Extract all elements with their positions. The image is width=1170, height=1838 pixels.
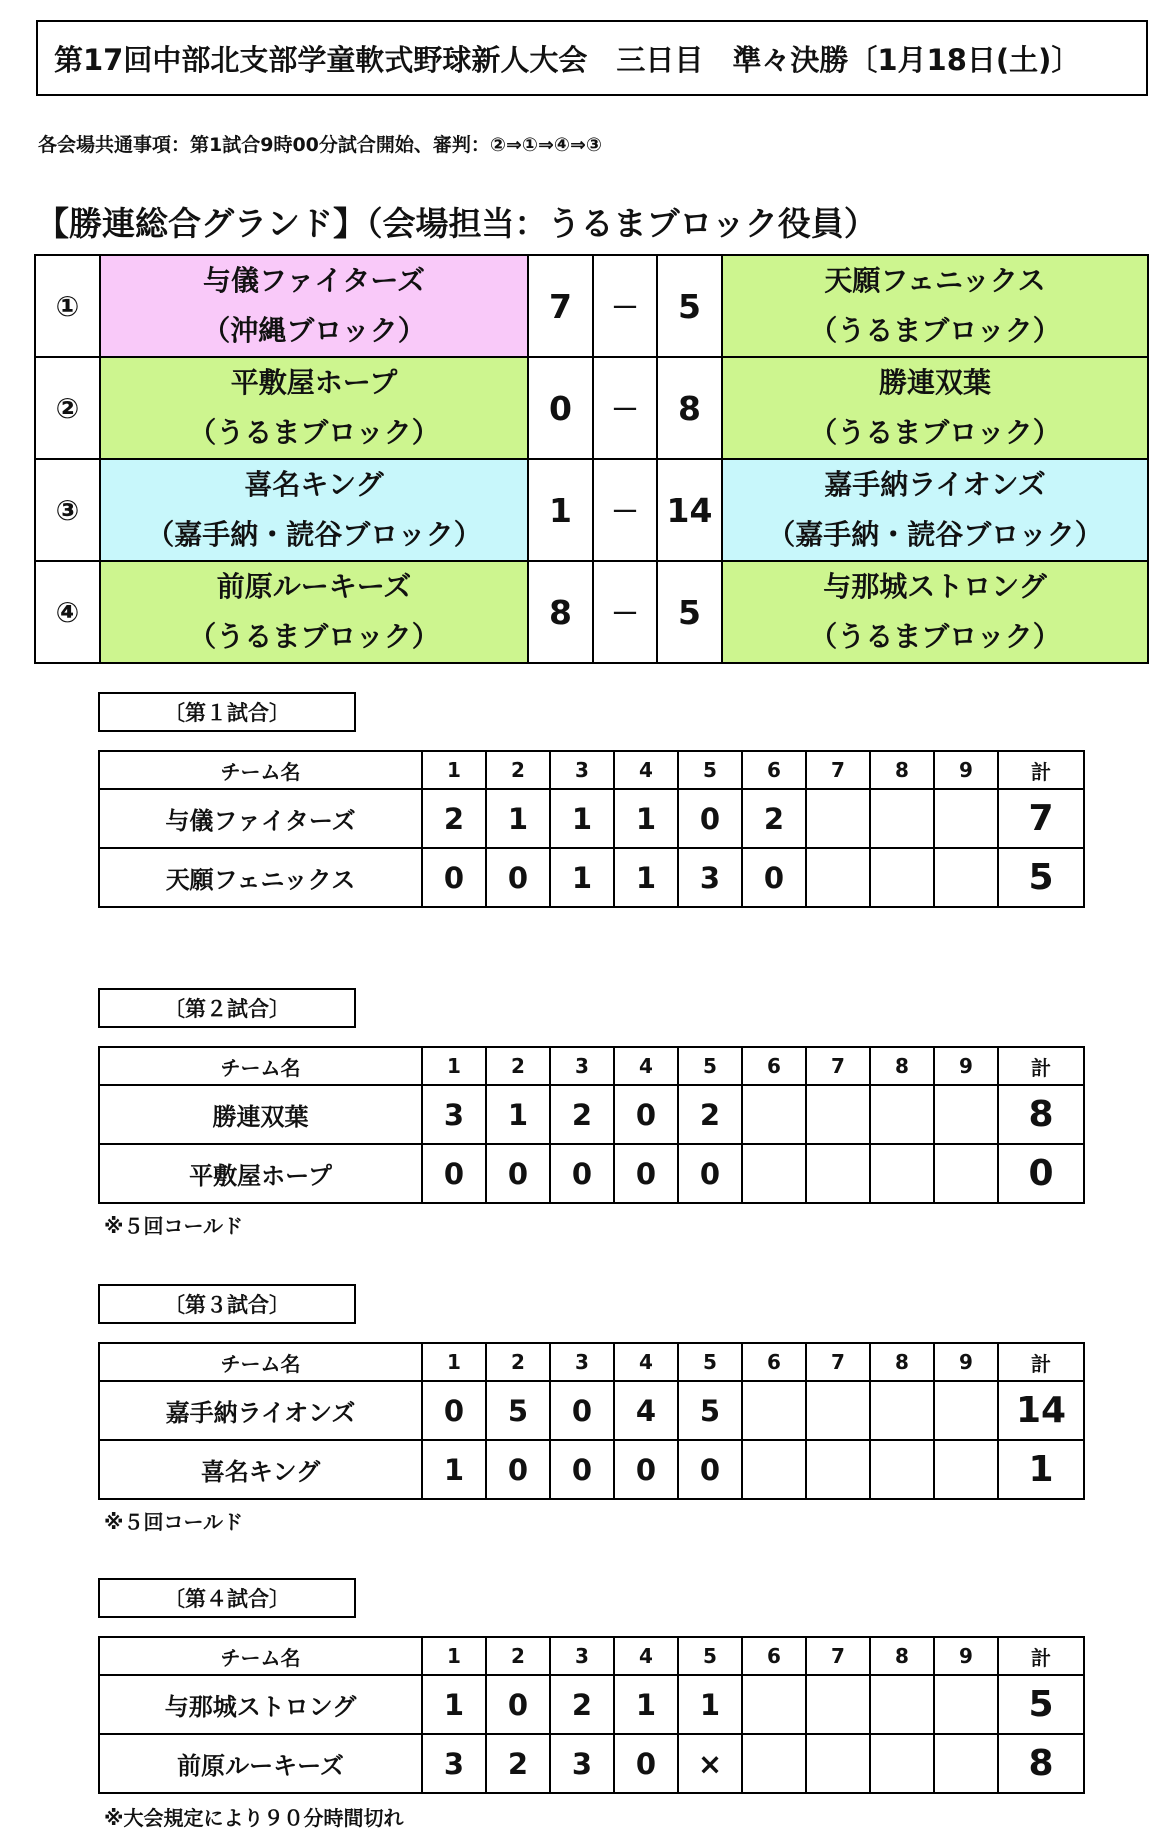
inning-header: 8 [870, 1343, 934, 1381]
inning-header: 2 [486, 1343, 550, 1381]
inning-score [934, 1381, 998, 1440]
team-header: チーム名 [99, 1637, 422, 1675]
inning-score [742, 1144, 806, 1203]
matchup-number: ① [35, 255, 100, 357]
inning-header: 7 [806, 1047, 870, 1085]
game-1-label: 〔第１試合〕 [98, 692, 356, 732]
inning-score: 1 [486, 1085, 550, 1144]
left-score: 1 [528, 459, 593, 561]
inning-score: 0 [614, 1144, 678, 1203]
inning-header: 5 [678, 1343, 742, 1381]
team-name-cell: 喜名キング [99, 1440, 422, 1499]
inning-score: 0 [422, 848, 486, 907]
inning-header: 6 [742, 1343, 806, 1381]
game-4-note: ※大会規定により９０分時間切れ [104, 1806, 404, 1830]
total-score: 5 [998, 848, 1084, 907]
scoreboard-header [99, 1047, 1084, 1085]
inning-score [806, 1675, 870, 1734]
left-score: 0 [528, 357, 593, 459]
inning-score: 0 [486, 1440, 550, 1499]
inning-score [870, 1440, 934, 1499]
team-block: （嘉手納・読谷ブロック） [146, 518, 482, 551]
left-team [100, 561, 528, 663]
inning-header: 4 [614, 1343, 678, 1381]
inning-score: 2 [678, 1085, 742, 1144]
team-name: 与那城ストロング [823, 570, 1047, 603]
inning-score: 2 [742, 789, 806, 848]
right-score: 5 [657, 561, 722, 663]
inning-score: 1 [422, 1440, 486, 1499]
inning-header: 8 [870, 1047, 934, 1085]
inning-score: 0 [550, 1381, 614, 1440]
team-header: チーム名 [99, 1343, 422, 1381]
inning-score [742, 1675, 806, 1734]
common-note: 各会場共通事項：第1試合9時00分試合開始、審判：②⇒①⇒④⇒③ [38, 134, 602, 156]
team-name-cell: 平敷屋ホープ [99, 1144, 422, 1203]
matchup-number: ④ [35, 561, 100, 663]
inning-score: 3 [550, 1734, 614, 1793]
inning-score [870, 789, 934, 848]
inning-header: 1 [422, 1047, 486, 1085]
inning-score [934, 1675, 998, 1734]
inning-score: 0 [742, 848, 806, 907]
game-2-label: 〔第２試合〕 [98, 988, 356, 1028]
team-block: （うるまブロック） [809, 620, 1061, 653]
inning-score [806, 789, 870, 848]
table-row [99, 1144, 1084, 1203]
inning-header: 4 [614, 751, 678, 789]
left-score: 8 [528, 561, 593, 663]
inning-score [870, 1144, 934, 1203]
inning-header: 1 [422, 751, 486, 789]
team-block: （うるまブロック） [809, 314, 1061, 347]
inning-score: 1 [422, 1675, 486, 1734]
game-3-note: ※５回コールド [104, 1510, 244, 1534]
inning-score: 0 [422, 1144, 486, 1203]
inning-score: 2 [422, 789, 486, 848]
total-header: 計 [998, 1047, 1084, 1085]
game-2-scoreboard [98, 1046, 1085, 1204]
team-header: チーム名 [99, 751, 422, 789]
inning-header: 9 [934, 751, 998, 789]
right-team [722, 561, 1148, 663]
inning-header: 3 [550, 1637, 614, 1675]
table-row [99, 1440, 1084, 1499]
inning-score [870, 848, 934, 907]
inning-score: 0 [486, 1675, 550, 1734]
inning-score: 0 [614, 1734, 678, 1793]
inning-score [742, 1085, 806, 1144]
inning-score: 1 [678, 1675, 742, 1734]
inning-score [806, 1440, 870, 1499]
inning-score [934, 789, 998, 848]
team-name-cell: 与那城ストロング [99, 1675, 422, 1734]
inning-header: 7 [806, 1343, 870, 1381]
inning-header: 1 [422, 1343, 486, 1381]
team-block: （うるまブロック） [188, 620, 440, 653]
team-name: 平敷屋ホープ [230, 366, 398, 399]
team-header: チーム名 [99, 1047, 422, 1085]
team-name-cell: 前原ルーキーズ [99, 1734, 422, 1793]
left-team [100, 459, 528, 561]
inning-header: 3 [550, 1047, 614, 1085]
inning-score [934, 1734, 998, 1793]
inning-score: 3 [422, 1734, 486, 1793]
inning-score: 0 [550, 1144, 614, 1203]
inning-score [742, 1440, 806, 1499]
inning-score [934, 1440, 998, 1499]
inning-score [870, 1734, 934, 1793]
game-4-scoreboard [98, 1636, 1085, 1794]
right-team [722, 459, 1148, 561]
inning-header: 5 [678, 751, 742, 789]
right-team [722, 357, 1148, 459]
matchup-row [35, 357, 1148, 459]
inning-header: 7 [806, 751, 870, 789]
left-score: 7 [528, 255, 593, 357]
game-4-label: 〔第４試合〕 [98, 1578, 356, 1618]
inning-score [806, 848, 870, 907]
right-score: 8 [657, 357, 722, 459]
matchup-row [35, 459, 1148, 561]
inning-header: 9 [934, 1047, 998, 1085]
game-3-label: 〔第３試合〕 [98, 1284, 356, 1324]
inning-score: 1 [486, 789, 550, 848]
inning-header: 7 [806, 1637, 870, 1675]
inning-score [934, 1085, 998, 1144]
inning-score: 2 [550, 1085, 614, 1144]
inning-score [934, 1144, 998, 1203]
inning-score [742, 1381, 806, 1440]
inning-score: 4 [614, 1381, 678, 1440]
score-dash: － [593, 561, 657, 663]
matchup-row [35, 561, 1148, 663]
game-3-scoreboard [98, 1342, 1085, 1500]
matchup-row [35, 255, 1148, 357]
total-score: 1 [998, 1440, 1084, 1499]
inning-score: 5 [486, 1381, 550, 1440]
inning-score [870, 1085, 934, 1144]
inning-score: 0 [678, 789, 742, 848]
score-dash: － [593, 357, 657, 459]
total-score: 8 [998, 1734, 1084, 1793]
inning-score: × [678, 1734, 742, 1793]
inning-score [742, 1734, 806, 1793]
total-score: 8 [998, 1085, 1084, 1144]
team-name-cell: 天願フェニックス [99, 848, 422, 907]
team-block: （うるまブロック） [188, 416, 440, 449]
matchup-number: ③ [35, 459, 100, 561]
table-row [99, 848, 1084, 907]
inning-header: 6 [742, 751, 806, 789]
inning-score: 2 [486, 1734, 550, 1793]
team-name-cell: 嘉手納ライオンズ [99, 1381, 422, 1440]
total-score: 5 [998, 1675, 1084, 1734]
team-block: （嘉手納・読谷ブロック） [767, 518, 1103, 551]
inning-score: 0 [486, 1144, 550, 1203]
inning-header: 3 [550, 751, 614, 789]
inning-header: 8 [870, 1637, 934, 1675]
bracket-table [34, 254, 1149, 664]
total-score: 0 [998, 1144, 1084, 1203]
right-team [722, 255, 1148, 357]
game-2-note: ※５回コールド [104, 1214, 244, 1238]
team-name: 与儀ファイターズ [202, 264, 426, 297]
team-name-cell: 勝連双葉 [99, 1085, 422, 1144]
total-score: 7 [998, 789, 1084, 848]
inning-score: 1 [550, 789, 614, 848]
score-dash: － [593, 255, 657, 357]
game-1-scoreboard [98, 750, 1085, 908]
matchup-number: ② [35, 357, 100, 459]
total-header: 計 [998, 1637, 1084, 1675]
inning-header: 4 [614, 1047, 678, 1085]
inning-score: 1 [614, 1675, 678, 1734]
page-title: 第17回中部北支部学童軟式野球新人大会 三日目 準々決勝〔1月18日(土)〕 [36, 20, 1148, 96]
team-name: 勝連双葉 [878, 366, 991, 399]
team-block: （うるまブロック） [809, 416, 1061, 449]
table-row [99, 1675, 1084, 1734]
inning-score: 0 [486, 848, 550, 907]
total-header: 計 [998, 1343, 1084, 1381]
inning-score: 0 [678, 1440, 742, 1499]
inning-score: 1 [614, 789, 678, 848]
left-team [100, 357, 528, 459]
inning-score: 1 [550, 848, 614, 907]
inning-header: 5 [678, 1047, 742, 1085]
right-score: 14 [657, 459, 722, 561]
team-name: 前原ルーキーズ [216, 570, 412, 603]
inning-score: 3 [678, 848, 742, 907]
inning-score [806, 1734, 870, 1793]
inning-header: 3 [550, 1343, 614, 1381]
total-score: 14 [998, 1381, 1084, 1440]
inning-score: 0 [550, 1440, 614, 1499]
inning-score [934, 848, 998, 907]
table-row [99, 1085, 1084, 1144]
scoreboard-header [99, 1637, 1084, 1675]
team-name: 天願フェニックス [824, 264, 1046, 297]
inning-score: 2 [550, 1675, 614, 1734]
table-row [99, 789, 1084, 848]
inning-score: 0 [614, 1440, 678, 1499]
total-header: 計 [998, 751, 1084, 789]
team-name: 嘉手納ライオンズ [824, 468, 1046, 501]
inning-header: 5 [678, 1637, 742, 1675]
inning-score [870, 1381, 934, 1440]
team-name-cell: 与儀ファイターズ [99, 789, 422, 848]
inning-score: 0 [614, 1085, 678, 1144]
team-name: 喜名キング [244, 468, 384, 501]
inning-score [806, 1381, 870, 1440]
inning-header: 6 [742, 1047, 806, 1085]
team-block: （沖縄ブロック） [202, 314, 426, 347]
inning-score: 5 [678, 1381, 742, 1440]
right-score: 5 [657, 255, 722, 357]
score-dash: － [593, 459, 657, 561]
inning-header: 1 [422, 1637, 486, 1675]
inning-header: 9 [934, 1343, 998, 1381]
inning-header: 4 [614, 1637, 678, 1675]
inning-header: 2 [486, 751, 550, 789]
inning-header: 2 [486, 1047, 550, 1085]
scoreboard-header [99, 1343, 1084, 1381]
inning-score [806, 1144, 870, 1203]
inning-header: 8 [870, 751, 934, 789]
inning-score [870, 1675, 934, 1734]
inning-header: 9 [934, 1637, 998, 1675]
table-row [99, 1381, 1084, 1440]
inning-header: 2 [486, 1637, 550, 1675]
inning-score [806, 1085, 870, 1144]
inning-score: 0 [678, 1144, 742, 1203]
scoreboard-header [99, 751, 1084, 789]
table-row [99, 1734, 1084, 1793]
inning-score: 0 [422, 1381, 486, 1440]
left-team [100, 255, 528, 357]
inning-score: 1 [614, 848, 678, 907]
venue-title: 【勝連総合グランド】（会場担当：うるまブロック役員） [36, 204, 877, 243]
inning-score: 3 [422, 1085, 486, 1144]
inning-header: 6 [742, 1637, 806, 1675]
